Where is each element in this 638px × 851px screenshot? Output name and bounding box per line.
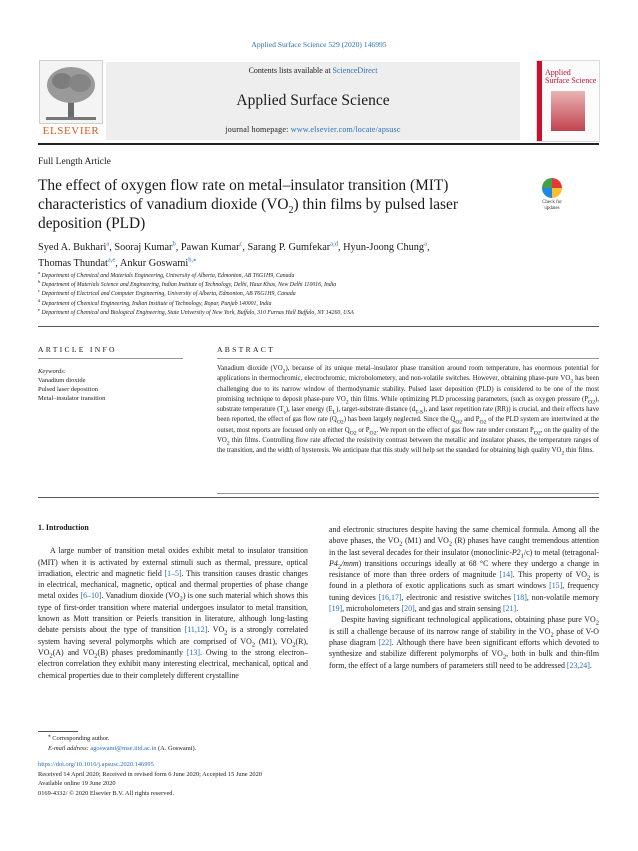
available-online-date: Available online 19 June 2020 [38, 780, 116, 787]
affiliation [38, 306, 598, 318]
cover-title [545, 69, 596, 85]
article-type: Full Length Article [38, 157, 111, 167]
affiliation [38, 290, 598, 299]
author-affiliation-mark[interactable]: b [172, 240, 176, 248]
check-for-updates-button[interactable] [538, 178, 566, 212]
keyword: Metal–insulator transition [38, 395, 106, 402]
article-info-rule [38, 358, 183, 359]
citation-link[interactable]: [6–10] [80, 591, 102, 601]
footnote-rule [38, 731, 78, 732]
affiliation-text: Department of Chemical and Biological Engineering, State University of New York, Buffalo, 310 Furnas Hall Buffalo, NY 14260, USA [41, 309, 354, 316]
section-heading-introduction: 1. Introduction [38, 523, 89, 532]
citation-link[interactable]: [20] [401, 604, 415, 614]
front-matter-divider [38, 497, 599, 498]
affiliation-divider [38, 326, 599, 327]
author-name[interactable]: Hyun-Joong Chung [343, 242, 425, 253]
author-name[interactable]: Pawan Kumar [180, 242, 240, 253]
affiliation [38, 281, 598, 290]
author-separator: , [242, 242, 248, 253]
affiliation-key: e [38, 306, 40, 312]
affiliation-key: d [38, 297, 41, 303]
journal-cover-thumbnail[interactable] [536, 60, 600, 142]
author-affiliation-mark[interactable]: a [106, 240, 110, 248]
citation-link[interactable]: [16,17] [378, 592, 402, 602]
cover-band [537, 61, 542, 141]
doi-link[interactable]: https://doi.org/10.1016/j.apsusc.2020.146995 [38, 761, 154, 768]
body-column-left [38, 522, 308, 681]
affiliation-text: Department of Chemical Engineering, Indian Institute of Technology, Ropar, Punjab 140001, India [41, 300, 272, 307]
author-affiliation-mark[interactable]: c [239, 240, 243, 248]
abstract-text: Vanadium dioxide $(VO_2)$, because of its unique metal–insulator phase transition around room temperature, has enormous potential for applications in thermochromic, electrochromic, microbolometery, and non-volatile switches. However, obtaining phase-pure $VO_2$ has been challenging due to its narrow window of thermodynamic stability. Pulsed laser deposition (PLD) is considered to be one of the most promising technique to deposit phase-pure $VO_2$ thin films. While optimizing PLD processing parameters, (such as oxygen pressure $(P_{O2})$, substrate temperature $(T_s)$, laser energy $(E_L)$, target-substrate distance $(d_{T-S})$, and laser repetition rate (RR)) is crucial, and their effects have been reported, the effect of gas flow rate $(Q_{O2})$ has been largely neglected. Since the $Q_{O2}$ and $P_{O2}$ of the PLD system are intertwined at the outset, most reports are focused only on either $Q_{O2}$ or $P_{O2}$. We report on the effect of gas flow rate under constant $P_{O2}$, on the quality of the $VO_2$ thin films. Controlling flow rate affected the resistivity contrast between the metallic and insulator phases, the temperature ranges of the transition, and the width of hysteresis. We anticipate that this study will help set the standard for obtaining high quality $VO_2$ thin films. [217, 365, 600, 457]
citation-link[interactable]: [18] [513, 592, 527, 602]
contents-line [106, 66, 520, 75]
cover-title-line-1: Applied [545, 68, 571, 77]
crossmark-icon [542, 178, 562, 198]
author-affiliation-mark[interactable]: a [424, 240, 427, 248]
homepage-prefix: journal homepage: [225, 125, 291, 134]
author-affiliation-mark[interactable]: a,d [330, 240, 338, 248]
author-affiliation-mark[interactable]: b,⁎ [188, 256, 197, 264]
keywords-block [38, 367, 188, 403]
citation-link[interactable]: [14] [499, 570, 513, 580]
article-title: The effect of oxygen flow rate on metal–insulator transition (MIT) characteristics of vanadium dioxide $(VO_2)$ thin films by pulsed laser deposition (PLD) [38, 177, 459, 232]
affiliation [38, 272, 598, 281]
copyright-line: 0169-4332/ © 2020 Elsevier B.V. All rights reserved. [38, 789, 175, 797]
elsevier-tree-icon [39, 60, 103, 124]
abstract-end-rule [217, 493, 599, 494]
journal-name: Applied Surface Science [236, 92, 390, 109]
intro-paragraph-1: A large number of transition metal oxides exhibit metal to insulator transition (MIT) when it is activated by external stimuli such as thermal, pressure, optical irradiation, electric and magnetic field [1–5]. This transition causes drastic changes in electrical, mechanical, magnetic, optical and thermal properties of phase change metal oxides [6–10]. Vanadium dioxide $(VO_2)$ is one such material which shows this type of first-order transition where material undergoes insulator to metal transition, known as Mott transition or Peierls transition in literature, although long-lasting debate persists about the type of transition [11,12]. $VO_2$ is a strongly correlated system having several polymorphs which are comprised of $VO_2$ (M1), $VO_2(R)$, $VO_2(A)$ and $VO_2(B)$ phases predominantly [13]. Owing to the strong electron–electron correlation they exhibit many interesting electrical, mechanical, optical and chemical properties due to their completely different crystalline [38, 546, 308, 680]
keyword: Vanadium dioxide [38, 377, 86, 384]
author-separator: , [337, 242, 344, 253]
affiliation-key: c [38, 288, 40, 294]
author-name[interactable]: Ankur Goswami [119, 258, 189, 269]
received-dates: Received 14 April 2020; Received in revised form 6 June 2020; Accepted 15 June 2020 [38, 770, 262, 778]
email-link[interactable]: agoswami@mse.iitd.ac.in [90, 744, 157, 752]
journal-header [106, 62, 520, 140]
author-name[interactable]: Sooraj Kumar [114, 242, 173, 253]
author-separator: , [109, 242, 115, 253]
author-separator: , [426, 242, 430, 253]
author-name[interactable]: Syed A. Bukhari [38, 242, 107, 253]
affiliation [38, 297, 598, 309]
footnote [38, 734, 338, 753]
contents-prefix: Contents lists available at [248, 66, 333, 75]
citation-link[interactable]: [13] [186, 647, 200, 657]
citation-link[interactable]: [21] [503, 604, 517, 614]
journal-reference-link[interactable]: Applied Surface Science 529 (2020) 146995 [251, 40, 387, 49]
keywords-label: Keywords: [38, 368, 66, 375]
author-separator: , [115, 258, 120, 269]
citation-link[interactable]: [1–5] [164, 568, 182, 578]
affiliation-text: Department of Materials Science and Engineering, Indian Institute of Technology, Delhi, Hauz Khas, New Delhi 110016, India [41, 282, 337, 289]
email-note: E-mail address: agoswami@mse.iitd.ac.in (A. Goswami). [48, 744, 197, 752]
header-divider [38, 143, 599, 145]
sciencedirect-link[interactable]: ScienceDirect [332, 66, 378, 75]
citation-link[interactable]: [11,12] [184, 625, 208, 635]
keyword: Pulsed laser deposition [38, 386, 98, 393]
elsevier-logo[interactable] [38, 60, 104, 136]
affiliation-text: Department of Chemical and Materials Engineering, University of Alberta, Edmonton, AB T6G1H9, Canada [41, 273, 295, 279]
homepage-link[interactable]: www.elsevier.com/locate/apsusc [290, 125, 401, 134]
author-list [38, 240, 598, 272]
abstract-heading: ABSTRACT [217, 345, 276, 354]
affiliation-key: b [38, 279, 41, 285]
body-column-right [329, 524, 599, 671]
article-info-heading: ARTICLE INFO [38, 345, 117, 354]
author-name[interactable]: Thomas Thundat [38, 258, 108, 269]
cover-image [551, 91, 585, 131]
corresponding-author-note: ⁎ Corresponding author. [48, 732, 110, 742]
crossmark-label: Check for updates [542, 200, 562, 211]
publisher-name: ELSEVIER [42, 125, 100, 137]
affiliation-key: a [38, 270, 40, 276]
affiliation-list [38, 272, 598, 318]
cover-title-line-2: Surface Science [545, 76, 597, 85]
abstract-rule [217, 358, 599, 359]
citation-link[interactable]: [22] [378, 637, 392, 647]
intro-paragraph-2: Despite having significant technological applications, obtaining phase pure $VO_2$ is still a challenge because of its narrow range of stability in the $VO_2$ phase of V-O phase diagram [22]. Although there have been significant efforts which devoted to synthesize and stabilize different polymorphs of $VO_2$, both in bulk and thin-film form, the effect of a large numbers of parameters still need to be addressed [23,24]. [329, 615, 600, 670]
intro-paragraph-1-continued: and electronic structures despite having the same chemical formula. Among all the above phases, the $VO_2$ (M1) and $VO_2$ (R) phases have caught tremendous attention in the last several decades for their insulator $(monoclinic-P2_1/c)$ to metal $(tetragonal-P4_2/mnm)$ transitions occurings ideally at 68 °C where they undergo a change in resistance of more than three orders of magnitude [14]. This property of $VO_2$ is found in a plethora of exotic applications such as smart windows [15], frequency tuning devices [16,17], electronic and resistive switches [18], non-volatile memory [19], microbolometers [20], and gas and strain sensing [21]. [329, 525, 599, 614]
author-name[interactable]: Sarang P. Gumfekar [247, 242, 331, 253]
citation-link[interactable]: [15] [549, 581, 563, 591]
author-separator: , [175, 242, 181, 253]
affiliation-text: Department of Electrical and Computer Engineering, University of Alberta, Edmonton, AB T6G1H9, Canada [41, 291, 296, 298]
journal-homepage [106, 125, 520, 134]
citation-link[interactable]: [23,24] [566, 660, 590, 670]
author-affiliation-mark[interactable]: a,e [107, 256, 116, 264]
citation-link[interactable]: [19] [329, 604, 343, 614]
publication-info [38, 760, 438, 798]
